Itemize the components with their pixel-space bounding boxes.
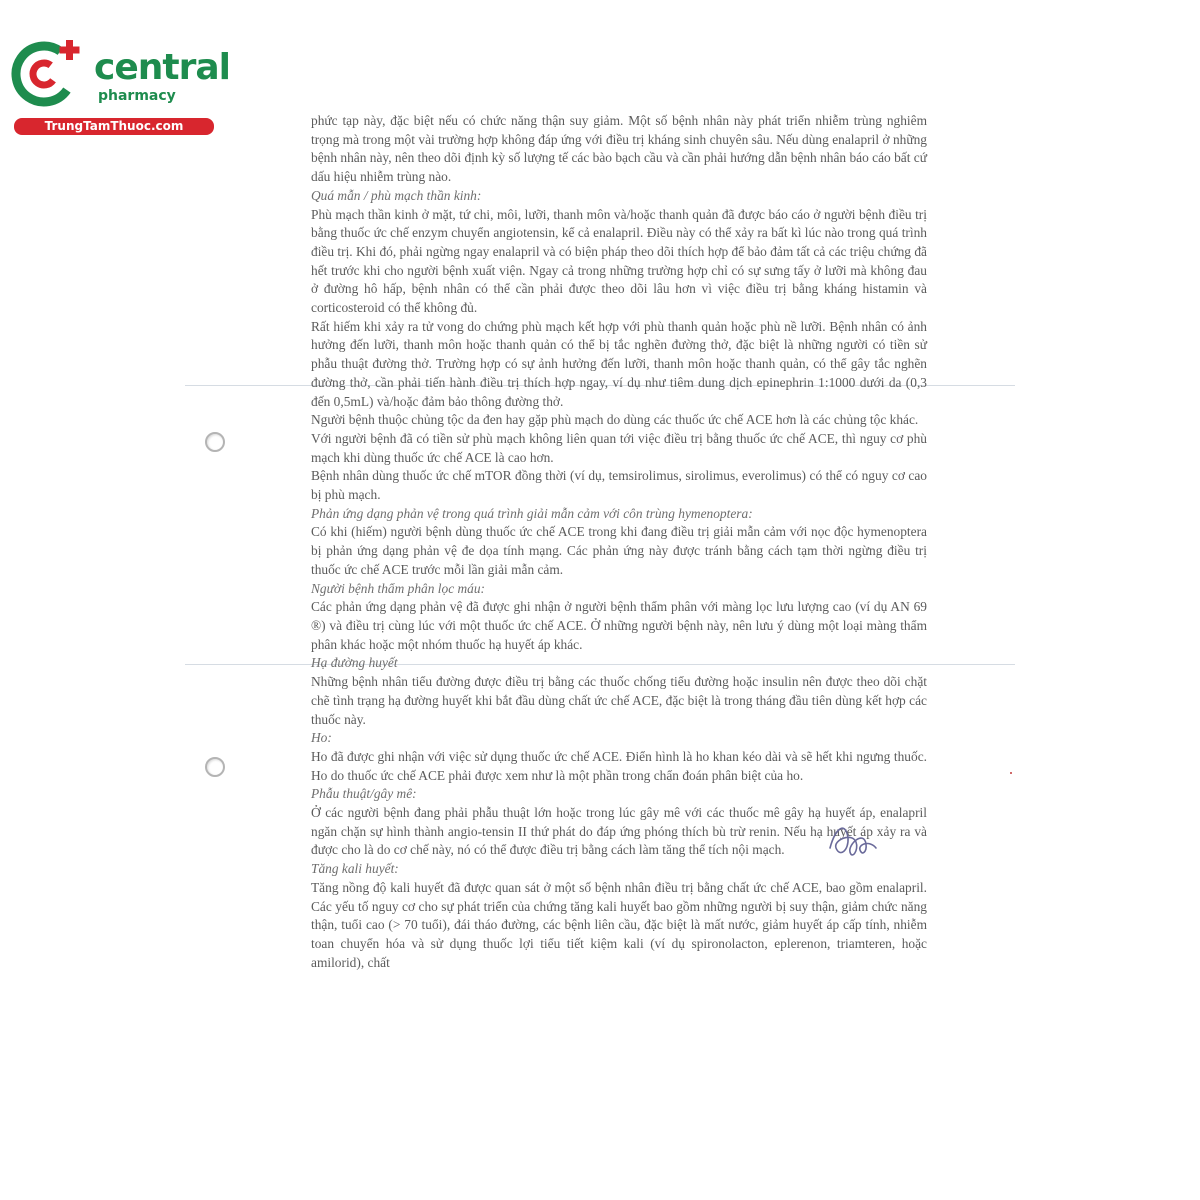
section-heading: Tăng kali huyết:	[311, 861, 399, 877]
paragraph: Phù mạch thần kinh ở mặt, tứ chi, môi, lưỡi, thanh môn và/hoặc thanh quản đã được báo cáo ở người bệnh điều trị bằng thuốc ức chế enzym chuyển angiotensin, kể cả enalapril. Điều này có thể xảy ra bất kì lúc nào trong quá trình điều trị. Khi đó, phải ngừng ngay enalapril và có biện pháp theo dõi thích hợp để bảo đảm tất cả các triệu chứng đã hết trước khi cho người bệnh xuất viện. Ngay cả trong những trường hợp chỉ có sự sưng tấy ở lưỡi mà không đau ở đường hô hấp, bệnh nhân có thể cần phải được theo dõi lâu hơn vì việc điều trị bằng kháng histamin và corticosteroid có thể không đủ.	[311, 206, 927, 316]
paragraph: Rất hiếm khi xảy ra tử vong do chứng phù mạch kết hợp với phù thanh quản hoặc phù nề lưỡi. Bệnh nhân có ảnh hưởng đến lưỡi, thanh môn hoặc thanh quản có thể bị tắc nghẽn đường thở, đặc biệt là những người có tiền sử phẫu thuật đường thở. Trường hợp có sự ảnh hưởng đến lưỡi, thanh môn hoặc thanh quản, có thể gây tắc nghẽn đường thở, cần phải tiến hành điều trị thích hợp ngay, ví dụ như tiêm dung dịch epinephrin 1:1000 dưới da (0,3 đến 0,5mL) và/hoặc đảm bảo thông đường thở.	[311, 318, 927, 409]
section-heading: Người bệnh thẩm phân lọc máu:	[311, 580, 486, 596]
brand-subtitle: pharmacy	[98, 88, 176, 104]
paragraph: Với người bệnh đã có tiền sử phù mạch không liên quan tới việc điều trị bằng thuốc ức chế ACE, thì nguy cơ phù mạch khi dùng thuốc ức chế ACE là cao hơn.	[311, 430, 927, 465]
central-pharmacy-logo-icon	[10, 36, 90, 110]
paragraph: Ở các người bệnh đang phải phẫu thuật lớn hoặc trong lúc gây mê với các thuốc mê gây hạ huyết áp, enalapril ngăn chặn sự hình thành angio-tensin II thứ phát do đáp ứng phóng thích bù trừ renin. Nếu hạ huyết áp xảy ra và được cho là do cơ chế này, nó có thể được điều trị bằng cách làm tăng thể tích nội mạch.	[311, 805, 927, 858]
paragraph: Các phản ứng dạng phản vệ đã được ghi nhận ở người bệnh thẩm phân với màng lọc lưu lượng cao (ví dụ AN 69 ®) và điều trị cùng lúc với một thuốc ức chế ACE. Ở những người bệnh này, nên lưu ý dùng một loại màng thẩm phân khác hoặc một nhóm thuốc hạ huyết áp khác.	[311, 599, 927, 652]
paragraph: phức tạp này, đặc biệt nếu có chức năng thận suy giảm. Một số bệnh nhân này phát triển nhiễm trùng nghiêm trọng mà trong một vài trường hợp không đáp ứng với điều trị kháng sinh chuyên sâu. Nếu dùng enalapril ở những bệnh nhân này, nên theo dõi định kỳ số lượng tế các bào bạch cầu và cần phải hướng dẫn bệnh nhân báo cáo bất cứ dấu hiệu nhiễm trùng nào.	[311, 113, 927, 185]
paragraph: Người bệnh thuộc chủng tộc da đen hay gặp phù mạch do dùng các thuốc ức chế ACE hơn là các chủng tộc khác.	[311, 412, 919, 428]
punch-hole	[205, 432, 225, 452]
paragraph: Bệnh nhân dùng thuốc ức chế mTOR đồng thời (ví dụ, temsirolimus, sirolimus, everolimus) có thể có nguy cơ cao bị phù mạch.	[311, 468, 927, 503]
paragraph: Tăng nồng độ kali huyết đã được quan sát ở một số bệnh nhân điều trị bằng chất ức chế ACE, bao gồm enalapril. Các yếu tố nguy cơ cho sự phát triển của chứng tăng kali huyết bao gồm những người bị suy thận, giảm chức năng thận, tuổi cao (> 70 tuổi), đái tháo đường, các bệnh liên cầu, đặc biệt là mất nước, giảm huyết áp cấp tính, nhiễm toan chuyển hóa và sử dụng thuốc lợi tiểu tiết kiệm kali (ví dụ spironolacton, eplerenon, triamteren, hoặc amilorid), chất	[311, 879, 927, 970]
paragraph: Ho đã được ghi nhận với việc sử dụng thuốc ức chế ACE. Điển hình là ho khan kéo dài và sẽ hết khi ngưng thuốc. Ho do thuốc ức chế ACE phải được xem như là một phần trong chẩn đoán phân biệt của ho.	[311, 748, 927, 783]
section-heading: Hạ đường huyết	[311, 655, 398, 671]
section-heading: Phẫu thuật/gây mê:	[311, 786, 417, 802]
brand-name: central	[94, 47, 230, 88]
paragraph: Có khi (hiếm) người bệnh dùng thuốc ức chế ACE trong khi đang điều trị giải mẫn cảm với nọc độc hymenoptera bị phản ứng dạng phản vệ đe dọa tính mạng. Các phản ứng này được tránh bằng cách tạm thời ngừng điều trị thuốc ức chế ACE trước mỗi lần giải mẫn cảm.	[311, 524, 927, 577]
signature-mark	[822, 818, 882, 864]
punch-hole	[205, 757, 225, 777]
brand-url-badge[interactable]: TrungTamThuoc.com	[14, 118, 214, 135]
section-heading: Quá mẫn / phù mạch thần kinh:	[311, 187, 482, 203]
brand-logo[interactable]	[10, 36, 230, 136]
section-heading: Phản ứng dạng phản vệ trong quá trình giải mẫn cảm với côn trùng hymenoptera:	[311, 505, 753, 521]
section-heading: Ho:	[311, 730, 332, 746]
paragraph: Những bệnh nhân tiểu đường được điều trị bằng các thuốc chống tiểu đường hoặc insulin nên được theo dõi chặt chẽ tình trạng hạ đường huyết khi bắt đầu dùng chất ức chế ACE, đặc biệt là trong tháng đầu tiên dùng kết hợp các thuốc này.	[311, 674, 927, 727]
scan-speck	[1010, 772, 1012, 774]
